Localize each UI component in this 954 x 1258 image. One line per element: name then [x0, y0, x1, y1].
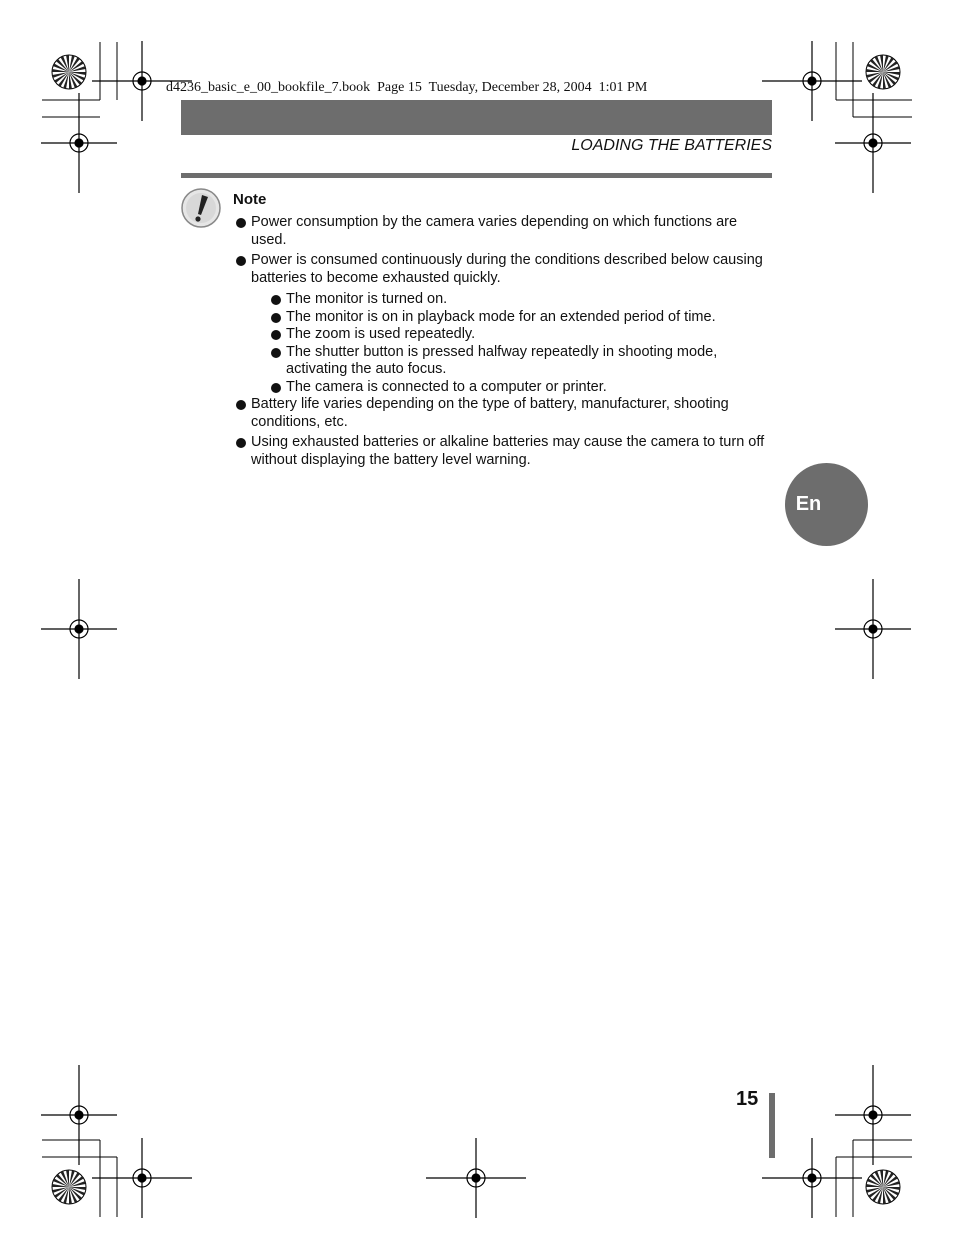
language-tab	[785, 463, 868, 546]
sublist-item: The monitor is on in playback mode for an extended period of time.	[271, 309, 776, 327]
sublist-item: The shutter button is pressed halfway repeatedly in shooting mode, activating the auto focus.	[271, 344, 776, 379]
star-target	[52, 55, 86, 89]
exclamation-icon	[181, 188, 221, 233]
note-list	[236, 214, 776, 287]
note-sublist	[271, 291, 776, 396]
print-slug: d4236_basic_e_00_bookfile_7.book Page 15 Tuesday, December 28, 2004 1:01 PM	[166, 80, 648, 95]
language-tab-label: En	[795, 493, 822, 515]
page-number: 15	[736, 1088, 759, 1110]
star-target	[866, 55, 900, 89]
list-item: Battery life varies depending on the type of battery, manufacturer, shooting conditions, etc.	[236, 396, 776, 431]
sublist-item: The zoom is used repeatedly.	[271, 326, 776, 344]
list-item: Using exhausted batteries or alkaline batteries may cause the camera to turn off without displaying the battery level warning.	[236, 434, 776, 469]
list-item: Power is consumed continuously during the conditions described below causing batteries to become exhausted quickly.	[236, 252, 776, 287]
star-target	[52, 1170, 86, 1204]
sublist-item: The monitor is turned on.	[271, 291, 776, 309]
list-item: Power consumption by the camera varies depending on which functions are used.	[236, 214, 776, 249]
header-rule	[181, 173, 772, 178]
page-number-bar	[769, 1093, 775, 1158]
note-list-continued	[236, 396, 776, 469]
note-title: Note	[233, 191, 267, 208]
section-title: LOADING THE BATTERIES	[571, 137, 772, 154]
header-bar	[181, 100, 772, 135]
star-target	[866, 1170, 900, 1204]
sublist-item: The camera is connected to a computer or printer.	[271, 379, 776, 397]
